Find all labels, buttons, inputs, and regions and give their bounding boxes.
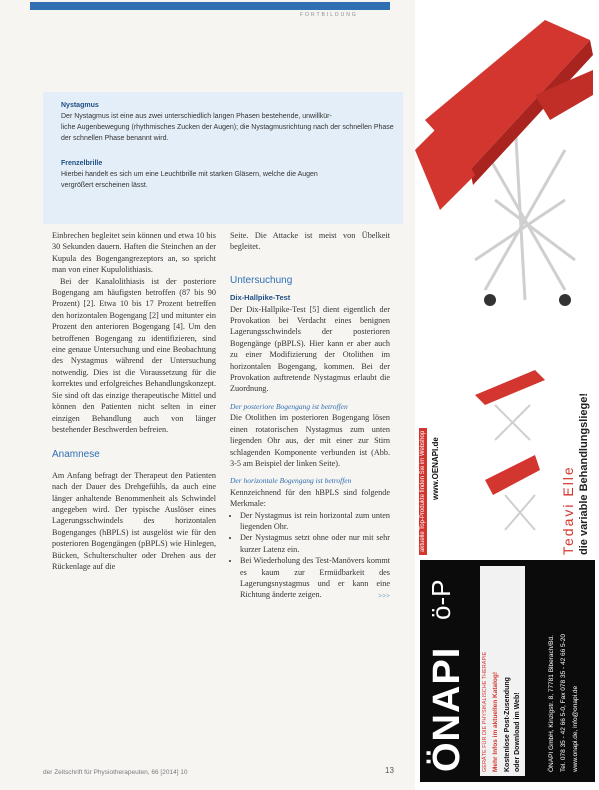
subheading-posterior: Der posteriore Bogengang ist betroffen xyxy=(230,401,348,411)
info-text-2: Hierbei handelt es sich um eine Leuchtbrille mit starken Gläsern, welche die Augen xyxy=(61,171,318,178)
subheading-dix-hallpike: Dix-Hallpike-Test xyxy=(230,293,291,303)
list-item: • Der Nystagmus setzt ohne oder nur mit sehr kurzer Latenz ein. xyxy=(240,532,390,555)
header-bar xyxy=(30,2,390,10)
info-text-2b: vergrößert erscheinen lässt. xyxy=(61,182,148,189)
ad-url[interactable]: www.OENAPI.de xyxy=(431,437,440,500)
brand-suffix: ö-P xyxy=(426,579,456,620)
bullet-list xyxy=(230,510,390,601)
paragraph: Einbrechen begleitet sein können und etwa 10 bis 30 Sekunden dauern. Haften die Steinchen an der Kupula des Bogengangrezeptors an, so spricht man von einer Kupulolithiasis. xyxy=(52,231,216,275)
info-text-1b: liche Augenbewegung (rhythmisches Zucken der Augen); die Nystagmusrichtung nach der schnellen Phase xyxy=(61,124,394,131)
running-title: FORTBILDUNG xyxy=(300,12,358,18)
brand-logo: ÖNAPI xyxy=(426,646,468,772)
paragraph: Die Otolithen im posterioren Bogengang lösen einen rotatorischen Nystagmus zum unten liegenden Ohr aus, der mit einer zur Stirn schlagenden Komponente verbunden ist (Abb. 3-5 am Beispiel der linken Seite). xyxy=(230,413,390,468)
brand-subtitle: GERÄTE FÜR DIE PHYSIKALISCHE THERAPIE xyxy=(482,651,488,772)
company-web[interactable]: www.onapi.de, info@onapi.de xyxy=(572,685,579,772)
list-item: • Der Nystagmus ist rein horizontal zum unten liegenden Ohr. xyxy=(240,510,390,533)
company-address: ÖNAPI GmbH, Kinzigstr. 8, 77781 Biberach/Bd. xyxy=(548,635,555,772)
ad-headline: Tedavi Elle xyxy=(560,465,576,555)
continued-marker: >>> xyxy=(378,591,390,600)
page-number: 13 xyxy=(385,766,394,775)
info-text-1: Der Nystagmus ist eine aus zwei unterschiedlich langen Phasen bestehende, unwillkür- xyxy=(61,113,332,120)
section-heading-anamnese: Anamnese xyxy=(52,449,100,461)
brand-panel xyxy=(420,560,595,782)
subheading-horizontal: Der horizontale Bogengang ist betroffen xyxy=(230,476,352,486)
paragraph: Am Anfang befragt der Therapeut den Patienten nach der Dauer des Drehgefühls, da auch eine länger anhaltende Benommenheit als Schwindel angegeben wird. Der typische Auslöser eines Lagerungsschwindels des horizontalen Bogenganges (hBPLS) ist ausgelöst wie für den posterioren Bogengängen (pBPLS) wie Hinlegen, Bücken, Schulterschulter oder Drehen aus der Rückenlage auf die xyxy=(52,470,216,571)
column-right xyxy=(230,230,390,602)
paragraph: Bei der Kanalolithiasis ist der posteriore Bogengang am häufigsten betroffen (87 bis 90 Prozent) [2]. Etwa 10 bis 17 Prozent betreffen den horizontalen Bogengang [2] und mitunter ein Prozent den anterioren Bogengang [4]. Um den betroffenen Bogengang zu identifizieren, sind eine genaue Untersuchung und eine Beobachtung des Nystagmus während der Untersuchung notwendig. Dies ist die Voraussetzung für die korrektes und erfolgreiches Behandlungskonzept. Sie sind oft das einzige therapeutische Mittel und können den Patienten nicht selten in einer einzigen Behandlung auch von länger bestehender Beschwerden befreien. xyxy=(52,276,216,434)
info-term-1: Nystagmus xyxy=(61,102,99,109)
company-phone: Tel. 078 35 - 42 66 5-0, Fax 078 35 - 42 66 5-20 xyxy=(560,633,567,772)
paragraph: Seite. Die Attacke ist meist von Übelkeit begleitet. xyxy=(230,231,390,252)
paragraph: Kennzeichnend für den hBPLS sind folgende Merkmale: xyxy=(230,487,390,509)
info-text-1c: der schnellen Phase benannt wird. xyxy=(61,135,169,142)
footer-journal: der Zeitschrift für Physiotherapeuten, 66 [2014] 10 xyxy=(43,769,188,776)
paragraph: Der Dix-Hallpike-Test [5] dient eigentlich der Provokation bei Verdacht eines benignen Lagerungsschwindels der posterioren Bogengänge (pBPLS). Hier kann er aber auch zu einer Modifizierung der Otolithen im horizontalen Bogengang, kommen. Bei der Provokation auftretende Nystagmus erlaubt die Zuordnung. xyxy=(230,304,390,394)
section-heading-untersuchung: Untersuchung xyxy=(230,274,293,286)
ad-subheadline: die variable Behandlungsliege! xyxy=(578,393,590,555)
catalog-download: oder Download im Web! xyxy=(514,692,521,772)
list-item: • Bei Wiederholung des Test-Manövers kommt es kaum zur Ermüdbarkeit des Lagerungsnystagmus und er kann eine Richtung änderte zeigen. xyxy=(240,555,390,601)
ad-tagline: aktuelle Top-Produkte finden Sie im Webshop xyxy=(419,428,427,555)
info-term-2: Frenzelbrille xyxy=(61,160,103,167)
column-left xyxy=(52,230,216,572)
catalog-post: Kostenlose Post-Zusendung xyxy=(504,677,511,772)
info-box xyxy=(43,92,403,224)
catalog-info: Mehr Infos im aktuellen Katalog! xyxy=(492,671,499,772)
